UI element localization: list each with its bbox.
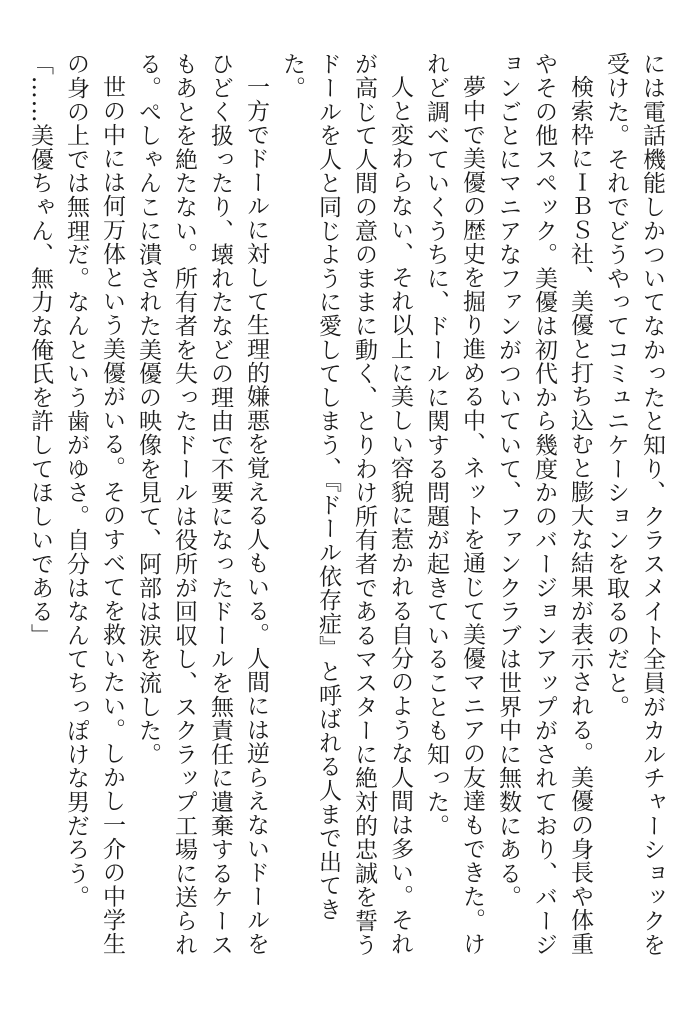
paragraph-2: 検索枠にＩＢＳ社、美優と打ち込むと膨大な結果が表示される。美優の身長や体重やその他スペック。美優は初代から幾度かのバージョンアップがされており、バージョンごとにマニアなファンがついていて、ファンクラブは世界中に無数にある。 (495, 52, 593, 957)
vertical-text-body (27, 52, 670, 962)
paragraph-3: 夢中で美優の歴史を掘り進める中、ネットを通じて美優マニアの友達もできた。けれど調べていくうちに、ドールに関する問題が起きていることも知った。 (423, 52, 485, 956)
paragraph-6: 世の中には何万体という美優がいる。そのすべてを救いたい。しかし一介の中学生の身の上では無理だ。なんという歯がゆさ。自分はなんてちっぽけな男だろう。 (63, 52, 125, 956)
dialogue-line: 「……美優ちゃん、無力な俺氏を許してほしいである」 (27, 52, 53, 647)
paragraph-4: 人と変わらない、それ以上に美しい容貌に惹かれる自分のような人間は多い。それが高じて人間の意のままに動く、とりわけ所有者であるマスターに絶対的忠誠を誓うドールを人と同じように愛してしまう、『ドール依存症』と呼ばれる人まで出てきた。 (279, 52, 413, 957)
paragraph-5: 一方でドールに対して生理的嫌悪を覚える人もいる。人間には逆らえないドールをひどく扱ったり、壊れたなどの理由で不要になったドールを無責任に遺棄するケースもあとを絶たない。所有者を失ったドールは役所が回収し、スクラップ工場に送られる。ぺしゃんこに潰された美優の映像を見て、阿部は涙を流した。 (135, 52, 269, 957)
paragraph-1: には電話機能しかついてなかったと知り、クラスメイト全員がカルチャーショックを受けた。それでどうやってコミュニケーションを取るのだと。 (603, 52, 665, 957)
